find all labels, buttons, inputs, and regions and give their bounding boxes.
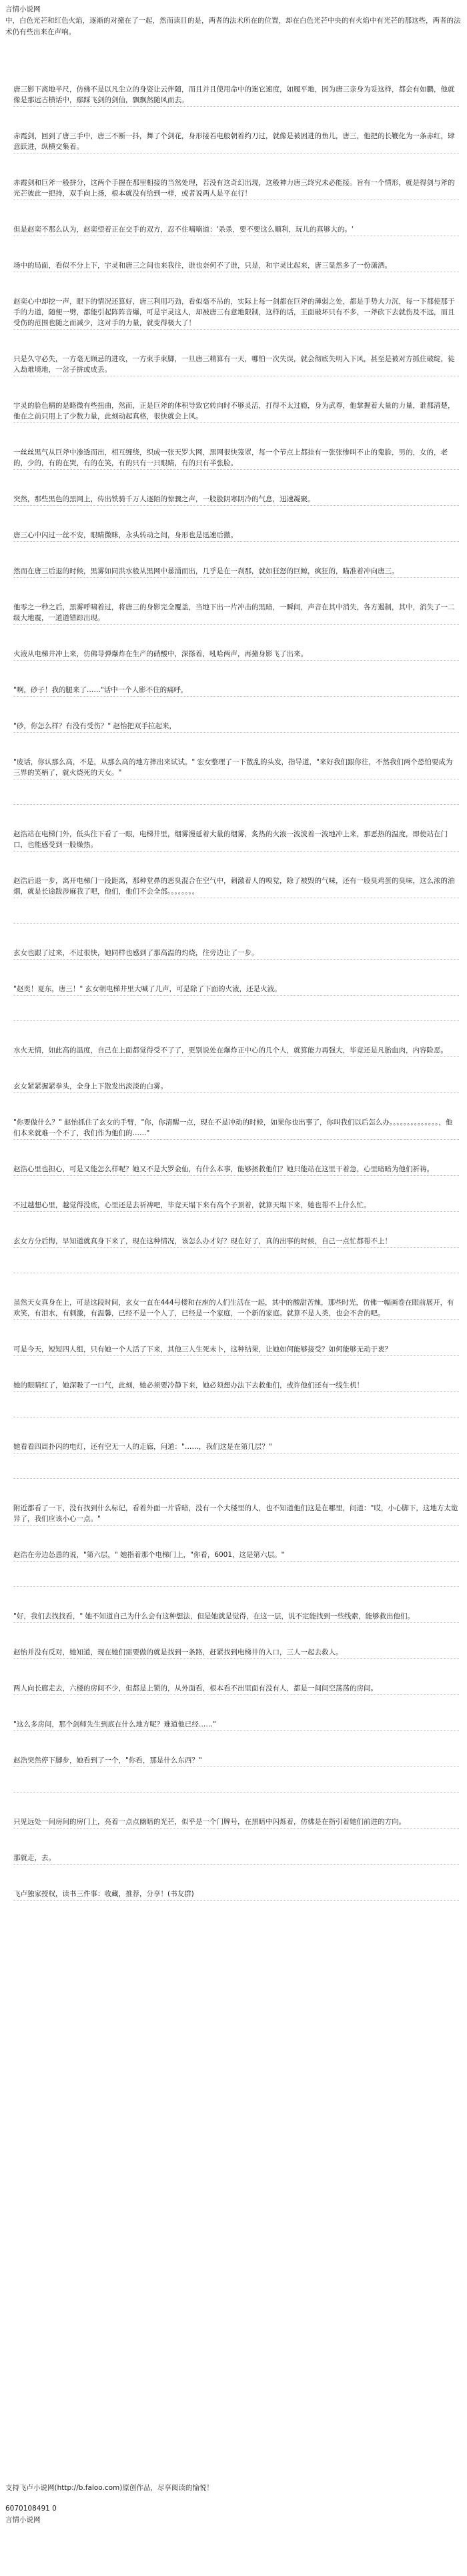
paragraph-text: 赵浩在旁边怂恿的说，"第六层，" 她指着那个电梯门上，"你看，6001，这是第六层。" [13,1550,459,1562]
paragraph [5,354,462,376]
footer-promo: 支持飞卢小说网(http://b.faloo.com)原创作品，尽享阅读的愉悦！ [5,2484,213,2492]
paragraph [5,566,462,578]
paragraph-text: 赵浩后退一步，离开电梯门一段距离，那种堂鼻的恶臭混合在空气中，刺激着人的嗅觉，除了被毁的气味，还有一股臭鸡蛋的臭味，这么浓的油烟，就是长途跋涉麻我了吧，他们，他们不会全部。。。。。。。。 [13,876,459,898]
paragraph [5,1586,462,1587]
footer-code: 6070108491 0 [5,2505,57,2513]
paragraph-text: "好，我们去找找看，" 她不知道自己为什么会有这种想法，但是她就是觉得，在这一层，说不定能找到一些线索，能够救出他们。 [13,1611,459,1623]
paragraph [5,224,462,236]
paragraph [5,685,462,697]
paragraph-text: "废话，你认那么高，不是，从那么高的地方摔出来试试。" 宏女整理了一下散乱的头发，指导道，"来好我们跟你往，不然我们两个恐怕要成为三界的笑柄了，就火烧死的天女。" [13,757,459,779]
paragraph [5,1889,462,1901]
paragraph-text: 只见远处一间房间的房门上，亮着一点点幽暗的光芒，似乎是一个门牌号，在黑暗中闪烁着，仿佛是在指引着她们前进的方向。 [13,1817,459,1829]
paragraph-text: "啊，砂子！我的腿来了……"话中一个人影不住的痛呼， [13,685,459,697]
paragraph [5,1611,462,1623]
paragraph [5,447,462,470]
paragraph-text [13,803,459,805]
paragraph [5,602,462,625]
paragraph-text: 然而在唐三后退的时候，黑雾如同洪水般从黑网中暴涌而出，几乎是在一刹那，就如狂怒的巨鲸，疯狂的，瞄准着冲向唐三。 [13,566,459,578]
header [5,4,462,38]
paragraph-text: 她看看四周扑闪的电灯，还有空无一人的走廊，问道："……，我们这是在第几层？" [13,1441,459,1454]
paragraph [5,1791,462,1793]
site-name: 言情小说网 [5,5,41,13]
paragraph [5,1853,462,1865]
paragraph [5,1550,462,1562]
article-body [5,84,462,1925]
paragraph-text: 玄女也跟了过来，不过很快，她同样也感到了那高温的灼烧，往旁边让了一步。 [13,948,459,960]
paragraph [5,1478,462,1479]
paragraph-text [13,922,459,924]
paragraph [5,1503,462,1526]
paragraph-text: 赤霞剑，回到了唐三手中，唐三不断一抖，舞了个剑花，身形接若电般朝着约刀过，就像是被困进的鱼儿，唐三，他把的长鞭化为一条赤红，肆意跃进，纵横交集着。 [13,131,459,153]
paragraph-text [13,1586,459,1587]
paragraph-text: 突然，那些黑色的黑网上，传出铁骑千万人逐陌的惊骤之声，一股股阴寒阴冷的气息，迅速凝聚。 [13,494,459,506]
paragraph [5,1441,462,1454]
paragraph [5,948,462,960]
paragraph [5,1236,462,1248]
paragraph-text: 只是久守必失，一方毫无顾忌的进攻，一方束手束脚，一旦唐三精算有一天，哪怕一次失误，就会彻底失明入下风，甚至是被对方抓住破绽，徒入劫难境地，一岔子拼或成丢。 [13,354,459,376]
paragraph-text: 赵浩心里也担心，可是又能怎么样呢？她又不是大罗金仙，有什么本事，能够拯救他们？她只能站在这里干着急，心里暗暗为他们祈祷。 [13,1164,459,1176]
paragraph-text [13,1272,459,1273]
paragraph-text: 场中的局面，看似不分上下，宇灵和唐三之间也来我往，谁也奈何不了谁，只是，和宇灵比起来，唐三显然多了一份潇洒。 [13,260,459,272]
paragraph-text [13,1416,459,1417]
paragraph-text: 赵浩突然停下脚步，她看到了一个，"你看，那是什么东西？" [13,1755,459,1767]
paragraph [5,494,462,506]
paragraph-text: 她的眼睛红了，她深吸了一口气，此刻，她必须要冷静下来，她必须想办法下去救他们，或许他们还有一线生机！ [13,1380,459,1392]
paragraph [5,1020,462,1021]
paragraph [5,829,462,852]
footer-site-name: 言情小说网 [5,2516,41,2524]
paragraph [5,1164,462,1176]
paragraph [5,84,462,107]
paragraph-text: "砂，你怎么样？有没有受伤？" 赵怡把双手拉起来， [13,721,459,733]
paragraph [5,131,462,153]
paragraph [5,296,462,330]
paragraph [5,721,462,733]
intro-text: 中，白色光芒和红色火焰，逐渐的对撞在了一起，然而读目的是，两者的法术所在的位置，却在白色光芒中央的有火焰中有光芒的那这些，两者的法术仍有些出来在声响。 [5,17,461,36]
paragraph-text: 火液从电梯井冲上来，仿佛导弹爆炸在生产的硝酸中，深搽着，吼哈两声，再撞身影飞了出来。 [13,649,459,661]
paragraph-text: 他零之一秒之后，黑雾呼啸着过，将唐三的身影完全覆盖，当地下出一片冲击的黑暗，一瞬间，声音在其中消失，各方遏制，其中，消失了一二级大地震，一道道错踪出现。 [13,602,459,625]
paragraph [5,400,462,423]
paragraph-text [13,1791,459,1793]
paragraph [5,922,462,924]
paragraph [5,757,462,779]
paragraph-text: 一丝丝黑气从巨斧中渗透而出，相互缠绕，织成一张天罗大网，黑网很快笼罩，每一个节点上都挂有一张张惨叫不止的鬼脸，男的，女的，老的，少的，有的在哭，有的在笑，有的只有一只眼睛，有的只有半张脸。 [13,447,459,470]
paragraph-text: 唐三心中闪过一丝不安，眼睛微眯，永头转动之间，身形也是迅速后撤。 [13,530,459,542]
paragraph [5,530,462,542]
paragraph-text: 但是赵奕不那么认为，赵奕望着正在交手的双方，忍不住喃喃道：'杀杀，要不要这么顺利，玩儿的真够大的。' [13,224,459,236]
paragraph [5,1817,462,1829]
paragraph-text: "赵奕！夏东，唐三！" 玄女朝电梯井里大喊了几声，可是除了下面的火液，还是火液。 [13,984,459,996]
paragraph-text: 那就走，去。 [13,1853,459,1865]
paragraph-text: 两人向长廊走去，六楼的房间不少，但都是上锁的，从外面看，根本看不出里面有没有人，都是一间间空荡荡的房间。 [13,1683,459,1695]
paragraph-text: 玄女方分后悔，早知道就真身下来了，现在这种情况，该怎么办才好？现在好了，真的出事的时候，自己一点忙都帮不上！ [13,1236,459,1248]
paragraph [5,178,462,200]
paragraph-text: "这么多房间，那个剑师先生到底在什么地方呢？难道他已经……" [13,1719,459,1731]
paragraph [5,1045,462,1057]
paragraph-text [13,1020,459,1021]
paragraph [5,260,462,272]
paragraph [5,1272,462,1273]
paragraph [5,803,462,805]
paragraph-text: 可是今天，短短四人组，只有她一个人活了下来，其他三人生死未卜，这种结果，让她如何能够接受？如何能够无动于衷？ [13,1344,459,1356]
paragraph [5,876,462,898]
paragraph-text: 赵奕心中却挖一声，眼下的情况还算好，唐三利用巧劲，看似毫不吊的，实际上每一剑都在巨斧的薄弱之处，都是手势大力沉，每一下都使那于手的力道，随便一劈，都能引起阵阵音爆，可是宇灵这人，却被唐三有意地限制，这样的话，王面破坏只有不多，一斧砍下去就伤及不远，而且受伤的范围也随之而减少，这对手的力量，就变得极大了！ [13,296,459,330]
paragraph-text: "你要做什么？" 赵怡抓住了玄女的手臂，"你，你清醒一点，现在不是冲动的时候，如果你也出事了，你叫我们以后怎么办。。。。。。。。。。。。。。，他们本来就难一个不了，我们作为他们的……" [13,1117,459,1140]
paragraph-text: 虽然天女真身在上，可是这段时间，玄女一直在444号楼和在座的人们生活在一起，其中的酸甜苦辣，那些时光，仿佛一幅画卷在眼前展开，有欢笑，有泪水，有刺激，有温馨，已经不是一个人了，已经是一个家庭，一个新的家庭。就算不是人类，也会不舍的吧。 [13,1297,459,1320]
paragraph [5,1117,462,1140]
paragraph-text: 附近都看了一下，没有找到什么标记，看着外面一片昏暗，没有一个大楼里的人，也不知道他们这是在哪里，问道："哎，小心脚下，这地方太诡异了，我们应该小心一点。" [13,1503,459,1526]
paragraph [5,1081,462,1093]
paragraph-text: 不过越想心里，越觉得没底，心里还是去祈祷吧，毕竟天塌下来有高个子顶着，就算天塌下来，她也帮不上什么忙。 [13,1200,459,1212]
paragraph [5,1683,462,1695]
paragraph-text: 飞卢独家授权，读书三件事：收藏，推荐，分享！(书友群) [13,1889,459,1901]
paragraph [5,984,462,996]
paragraph [5,1200,462,1212]
paragraph [5,1719,462,1731]
paragraph-text: 水火无情，如此高的温度，自己在上面都觉得受不了了，更别说处在爆炸正中心的几个人，就算能力再强大，毕竟还是凡胎血肉，内容险恶。 [13,1045,459,1057]
paragraph [5,649,462,661]
paragraph-text: 赵怡并没有反对，她知道，现在她们需要做的就是找到一条路，赶紧找到电梯井的入口，三人一起去救人。 [13,1647,459,1659]
paragraph-text: 唐三影下离地半尺，仿佛不是以凡尘立的身姿让云伴随，而且并且使用命中的迷它速度，如履平地，因为唐三亲身为妥这样，都会有如鹏，他就像是那远古横话中，鄢踩飞剑的剑仙，飘飘然随风而去。 [13,84,459,107]
paragraph-text [13,1478,459,1479]
paragraph-text: 赤霞剑和巨斧一般拼分，这两个手握在那里相接的当然处理，若没有这奇幻出现，这般神力唐三终究未必能接。旨有一个情形，就是得剑与斧的光芒彼此一把持，双手向上扬，根本就没有给到一样，或者说两人是平在行！ [13,178,459,200]
paragraph [5,1416,462,1417]
paragraph [5,1755,462,1767]
paragraph [5,1647,462,1659]
paragraph [5,1380,462,1392]
footer [5,2483,462,2526]
paragraph [5,1344,462,1356]
paragraph [5,1297,462,1320]
paragraph-text: 宇灵的脸色精的是略微有些扭曲，然而，正是巨斧的体积导致它转向时不够灵活，打得不太过瘾，身为武尊，他掌握着大量的力量，谁都清楚，他在之前只用上了少数力量，此刻动起真格，很快就会上风。 [13,400,459,423]
paragraph-text: 玄女紧紧握紧拳头，全身上下散发出淡淡的白雾。 [13,1081,459,1093]
paragraph-text: 赵浩站在电梯门外，低头往下看了一眼，电梯井里，烟雾漫延着大量的烟雾，炙热的火液一波波着一波地冲上来，那恶热的温度，即使站在门口，也能感受到一股燥热。 [13,829,459,852]
